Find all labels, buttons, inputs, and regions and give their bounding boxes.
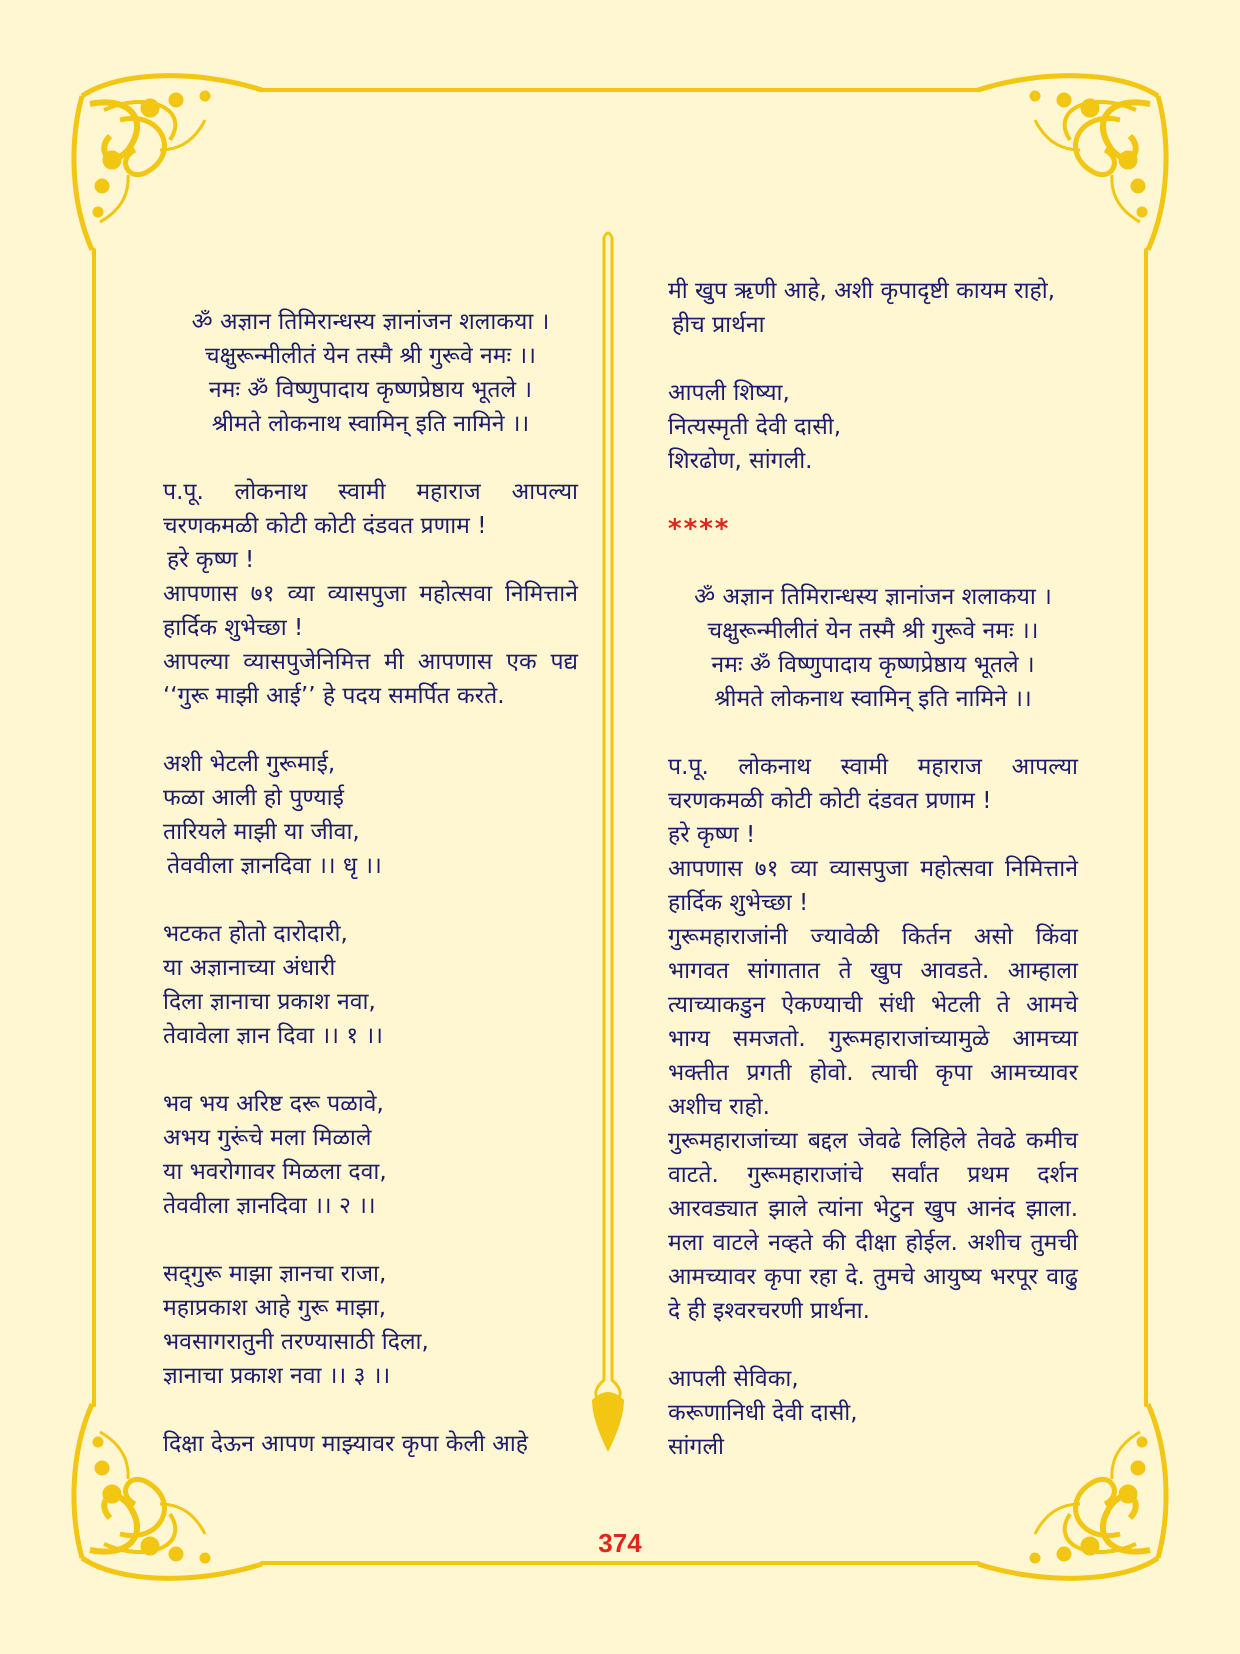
right-column	[668, 274, 1078, 1464]
poem-line: तेववीला ज्ञानदिवा ।। धृ ।।	[167, 853, 382, 879]
left-intro	[163, 475, 578, 713]
left-closing-line: दिक्षा देऊन आपण माझ्यावर कृपा केली आहे	[163, 1431, 528, 1457]
poem-line: फळा आली हो पुण्याई	[163, 785, 344, 811]
signature-line: सांगली	[668, 1434, 725, 1460]
body-line: भक्तीत प्रगती होवो. त्याची कृपा आमच्यावर	[668, 1060, 1078, 1086]
shloka-line: चक्षुरून्मीलीतं येन तस्मै श्री गुरूवे नमः ।।	[707, 618, 1039, 644]
shloka-line: ॐ अज्ञान तिमिरान्धस्य ज्ञानांजन शलाकया ।	[191, 309, 550, 335]
intro-line: आपणास ७१ व्या व्यासपुजा महोत्सवा निमित्ताने	[668, 856, 1078, 882]
continuation-line: हीच प्रार्थना	[672, 312, 765, 338]
signature-line: नित्यस्मृती देवी दासी,	[668, 414, 842, 440]
continuation-line: मी खुप ऋणी आहे, अशी कृपादृष्टी कायम राहो,	[668, 278, 1056, 304]
right-body	[668, 920, 1078, 1328]
body-line: मला वाटले नव्हते की दीक्षा होईल. अशीच तुमची	[668, 1230, 1078, 1256]
poem-line: अभय गुरूंचे मला मिळाले	[163, 1125, 372, 1151]
shloka-line: चक्षुरून्मीलीतं येन तस्मै श्री गुरूवे नमः ।।	[205, 343, 536, 369]
intro-line: हरे कृष्ण !	[167, 547, 255, 573]
page-number: 374	[598, 1528, 642, 1558]
body-line: भागवत सांगातात ते खुप आवडते. आम्हाला	[668, 958, 1078, 984]
shloka-line: नमः ॐ विष्णुपादाय कृष्णप्रेष्ठाय भूतले ।	[711, 652, 1035, 678]
body-line: दे ही इश्वरचरणी प्रार्थना.	[668, 1298, 870, 1324]
signature-1	[668, 376, 1078, 478]
poem-stanza-1	[163, 917, 578, 1053]
shloka-line: श्रीमते लोकनाथ स्वामिन् इति नामिने ।।	[714, 686, 1032, 712]
poem-line: भटकत होतो दारोदारी,	[163, 921, 348, 947]
poem-stanza-3	[163, 1257, 578, 1393]
left-shloka	[163, 305, 578, 441]
continuation	[668, 274, 1078, 342]
intro-line: हरे कृष्ण !	[668, 822, 756, 848]
poem-line: ज्ञानाचा प्रकाश नवा ।। ३ ।।	[163, 1363, 391, 1389]
body-line: भाग्य समजतो. गुरूमहाराजांच्यामुळे आमच्या	[668, 1026, 1078, 1052]
body-line: आरवड्यात झाले त्यांना भेटुन खुप आनंद झाला.	[668, 1196, 1078, 1222]
right-intro	[668, 750, 1078, 920]
poem-stanza-2	[163, 1087, 578, 1223]
signature-2	[668, 1362, 1078, 1464]
shloka-line: नमः ॐ विष्णुपादाय कृष्णप्रेष्ठाय भूतले ।	[208, 377, 533, 403]
poem-line: तेववीला ज्ञानदिवा ।। २ ।।	[163, 1193, 376, 1219]
body-line: आमच्यावर कृपा रहा दे. तुमचे आयुष्य भरपूर वाढु	[668, 1264, 1078, 1290]
poem-line: भवसागरातुनी तरण्यासाठी दिला,	[163, 1329, 429, 1355]
left-column	[163, 305, 578, 1461]
intro-line: हार्दिक शुभेच्छा !	[668, 890, 809, 916]
body-line: अशीच राहो.	[668, 1094, 770, 1120]
poem-line: महाप्रकाश आहे गुरू माझा,	[163, 1295, 387, 1321]
shloka-line: श्रीमते लोकनाथ स्वामिन् इति नामिने ।।	[211, 411, 530, 437]
shloka-line: ॐ अज्ञान तिमिरान्धस्य ज्ञानांजन शलाकया ।	[694, 584, 1052, 610]
poem-line: तेवावेला ज्ञान दिवा ।। १ ।।	[163, 1023, 383, 1049]
signature-line: करूणानिधी देवी दासी,	[668, 1400, 858, 1426]
poem-stanza-chorus	[163, 747, 578, 883]
poem-line: दिला ज्ञानाचा प्रकाश नवा,	[163, 989, 376, 1015]
poem-line: भव भय अरिष्ट दरू पळावे,	[163, 1091, 384, 1117]
poem-line: तारियले माझी या जीवा,	[163, 819, 360, 845]
poem-line: या भवरोगावर मिळला दवा,	[163, 1159, 387, 1185]
right-shloka	[668, 580, 1078, 716]
body-line: त्याच्याकडुन ऐकण्याची संधी भेटली ते आमचे	[668, 992, 1078, 1018]
intro-line: आपणास ७१ व्या व्यासपुजा महोत्सवा निमित्ताने	[163, 581, 578, 607]
poem-line: सद्‌गुरू माझा ज्ञानचा राजा,	[163, 1261, 387, 1287]
poem-line: या अज्ञानाच्या अंधारी	[163, 955, 336, 981]
body-line: गुरूमहाराजांच्या बद्दल जेवढे लिहिले तेवढे कमीच	[668, 1128, 1078, 1154]
intro-line: चरणकमळी कोटी कोटी दंडवत प्रणाम !	[163, 513, 487, 539]
body-line: वाटते. गुरूमहाराजांचे सर्वांत प्रथम दर्शन	[668, 1162, 1078, 1188]
intro-line: ‘‘गुरू माझी आई’’ हे पदय समर्पित करते.	[163, 683, 505, 709]
signature-line: शिरढोण, सांगली.	[668, 448, 813, 474]
intro-line: प.पू. लोकनाथ स्वामी महाराज आपल्या	[163, 479, 578, 505]
intro-line: आपल्या व्यासपुजेनिमित्त मी आपणास एक पद्य	[163, 649, 578, 675]
body-line: गुरूमहाराजांनी ज्यावेळी किर्तन असो किंवा	[668, 924, 1078, 950]
intro-line: हार्दिक शुभेच्छा !	[163, 615, 304, 641]
signature-line: आपली सेविका,	[668, 1366, 799, 1392]
intro-line: प.पू. लोकनाथ स्वामी महाराज आपल्या	[668, 754, 1078, 780]
separator-stars: ****	[668, 514, 731, 544]
poem-line: अशी भेटली गुरूमाई,	[163, 751, 336, 777]
signature-line: आपली शिष्या,	[668, 380, 790, 406]
intro-line: चरणकमळी कोटी कोटी दंडवत प्रणाम !	[668, 788, 992, 814]
